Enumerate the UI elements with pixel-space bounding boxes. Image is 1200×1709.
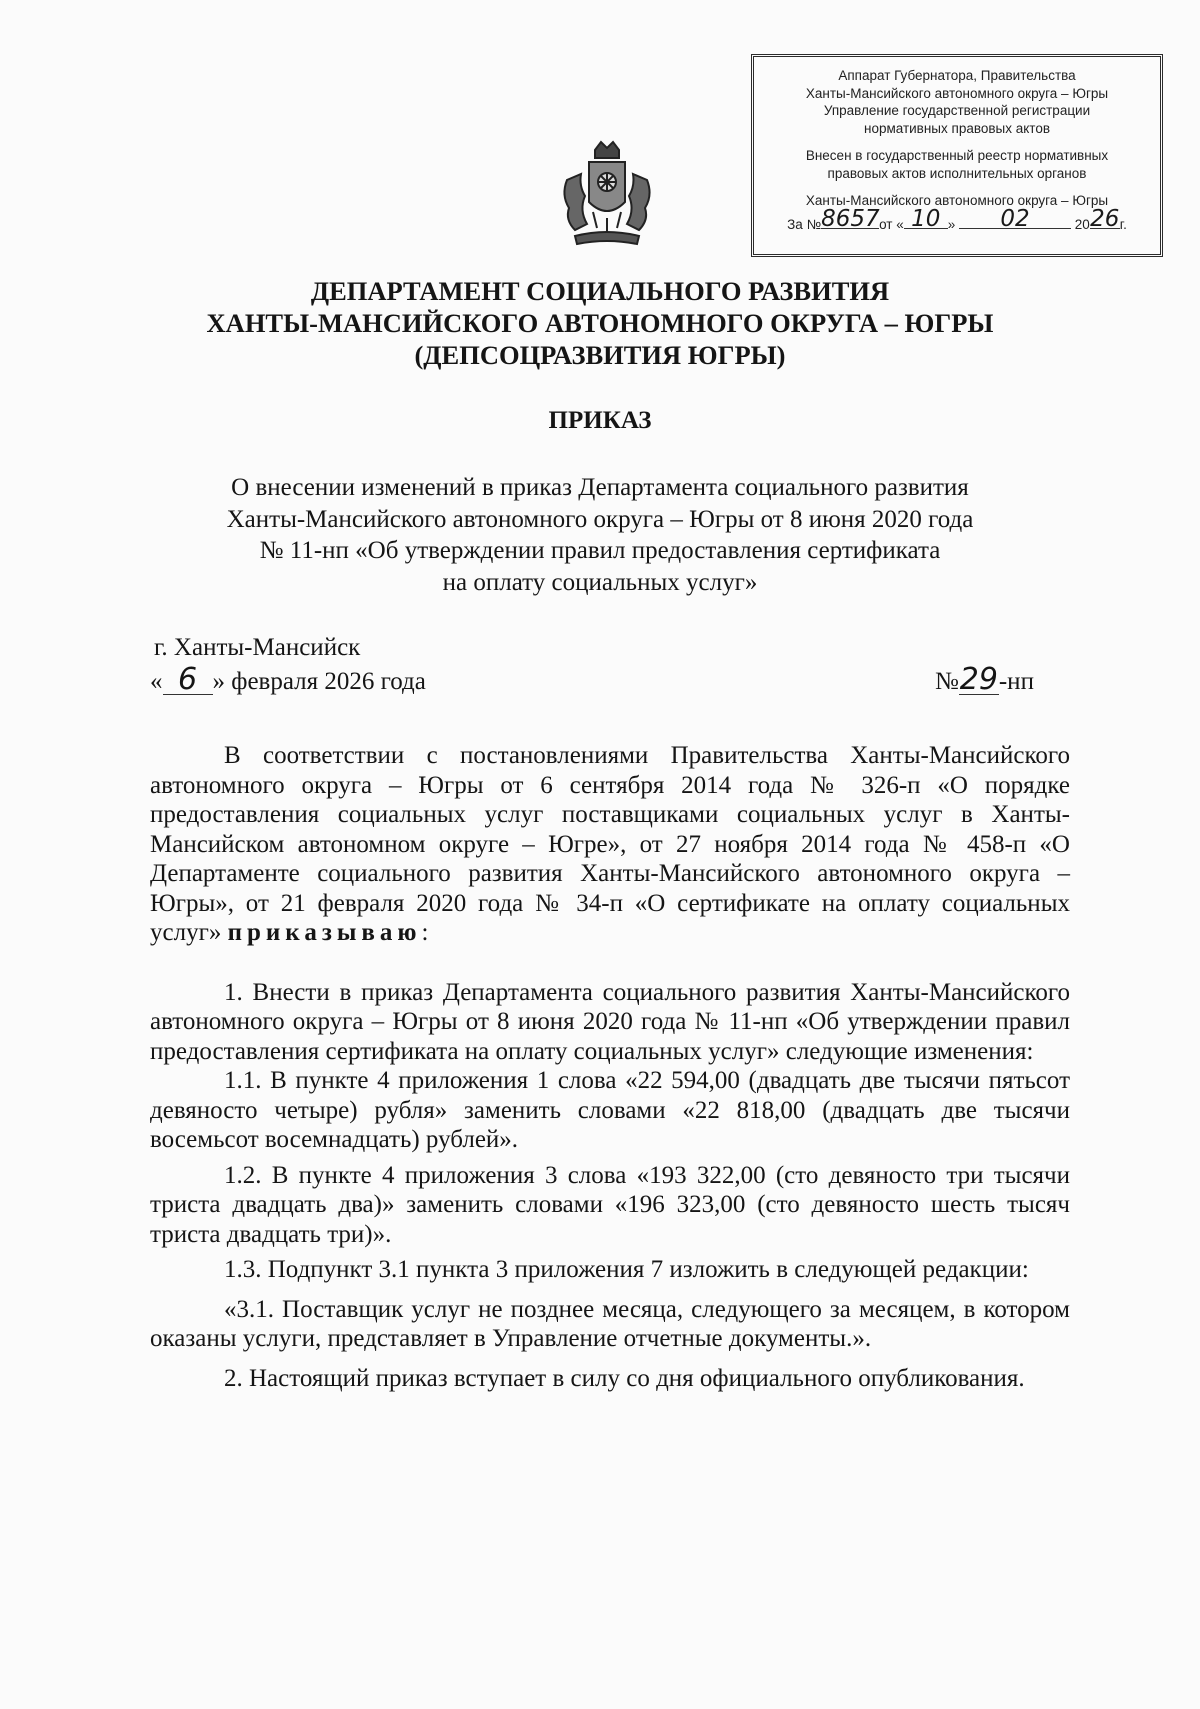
stamp-line: нормативных правовых актов	[863, 120, 1051, 136]
stamp-registration-number: За №8657от « 10 » 02 2026г.	[787, 205, 1127, 232]
clause-1-1: 1.1. В пункте 4 приложения 1 слова «22 594,00 (двадцать две тысячи пятьсот девяносто четыре) рубля» заменить словами «22 818,00 (двадцать две тысячи восемьсот восемнадцать) рублей».	[150, 1067, 1070, 1153]
order-number-handwritten: 29	[959, 662, 998, 697]
stamp-month-handwritten: 02	[959, 211, 1071, 230]
document-subject	[150, 472, 1050, 598]
clause-2: 2. Настоящий приказ вступает в силу со дня официального опубликования.	[224, 1364, 1025, 1392]
order-word: приказываю	[227, 919, 422, 946]
order-number: №29-нп	[935, 662, 1034, 697]
place-of-issue: г. Ханты-Мансийск	[154, 634, 361, 661]
stamp-registry-line: Внесен в государственный реестр нормативных	[805, 148, 1109, 163]
department-header	[150, 275, 1050, 371]
stamp-day-handwritten: 10	[904, 211, 948, 230]
stamp-line: Управление государственной регистрации	[823, 103, 1091, 118]
coat-of-arms-emblem	[557, 140, 657, 250]
stamp-line: Аппарат Губернатора, Правительства	[838, 68, 1076, 83]
document-type-title: ПРИКАЗ	[548, 407, 652, 434]
subject-line: О внесении изменений в приказ Департамента социального развития	[231, 474, 969, 501]
clause-1: 1. Внести в приказ Департамента социального развития Ханты-Мансийского автономного округа – Югры от 8 июня 2020 года № 11-нп «Об утверждении правил предоставления сертификата на оплату социальных услуг» следующие изменения:	[150, 978, 1070, 1065]
stamp-line: Ханты-Мансийского автономного округа – Югры	[805, 85, 1109, 101]
subject-line: Ханты-Мансийского автономного округа – Югры от 8 июня 2020 года	[226, 505, 974, 533]
header-line: ДЕПАРТАМЕНТ СОЦИАЛЬНОГО РАЗВИТИЯ	[310, 276, 890, 306]
clause-1-2: 1.2. В пункте 4 приложения 3 слова «193 322,00 (сто девяносто три тысячи триста двадцать два)» заменить словами «196 323,00 (сто девяносто шесть тысяч триста двадцать три)».	[150, 1161, 1070, 1248]
clause-1-3: 1.3. Подпункт 3.1 пункта 3 приложения 7 изложить в следующей редакции:	[224, 1256, 1029, 1283]
subject-line: на оплату социальных услуг»	[442, 568, 758, 596]
stamp-number-handwritten: 8657	[821, 205, 880, 232]
stamp-year-handwritten: 26	[1090, 205, 1120, 232]
stamp-region-line: Ханты-Мансийского автономного округа – Югры	[805, 193, 1109, 208]
registration-stamp	[751, 54, 1163, 257]
header-line: ХАНТЫ-МАНСИЙСКОГО АВТОНОМНОГО ОКРУГА – ЮГРЫ	[206, 308, 994, 338]
header-line: (ДЕПСОЦРАЗВИТИЯ ЮГРЫ)	[414, 340, 786, 370]
order-date: « 6 » февраля 2026 года	[150, 662, 426, 697]
subject-line: № 11-нп «Об утверждении правил предоставления сертификата	[259, 537, 941, 564]
preamble-paragraph: В соответствии с постановлениями Правительства Ханты-Мансийского автономного округа – Югры от 6 сентября 2014 года № 326-п «О порядке предоставления социальных услуг поставщиками социальных услуг в Ханты-Мансийском автономном округе – Югре», от 27 ноября 2014 года № 458-п «О Департаменте социального развития Ханты-Мансийского автономного округа – Югры», от 21 февраля 2020 года № 34-п «О сертификате на оплату социальных услуг» приказываю:	[150, 742, 1070, 946]
document-body	[150, 741, 1070, 1393]
clause-1-3-quote: «3.1. Поставщик услуг не позднее месяца, следующего за месяцем, в котором оказаны услуги, представляет в Управление отчетные документы.».	[150, 1295, 1070, 1352]
date-day-handwritten: 6	[163, 666, 213, 695]
stamp-registry-line: правовых актов исполнительных органов	[827, 165, 1087, 181]
